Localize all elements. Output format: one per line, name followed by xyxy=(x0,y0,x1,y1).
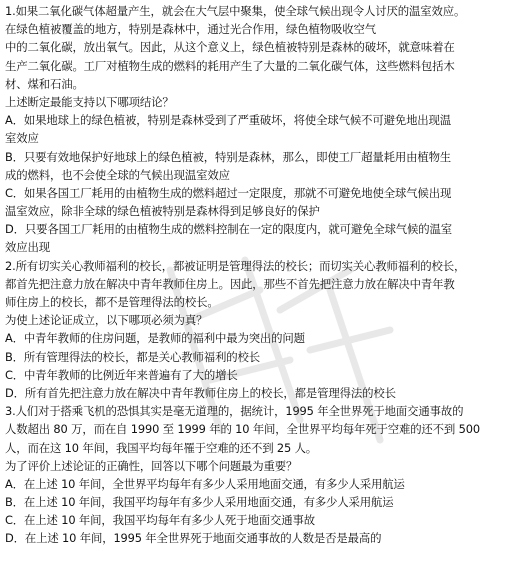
text-line: C．在上述 10 年间，我国平均每年有多少人死于地面交通事故 xyxy=(5,513,315,528)
text-line: 室效应 xyxy=(5,131,39,146)
text-line: 成的燃料，也不会使全球的气候出现温室效应 xyxy=(5,167,230,182)
text-line: A．在上述 10 年间，全世界平均每年有多少人采用地面交通，有多少人采用航运 xyxy=(5,476,405,491)
text-line: 都首先把注意力放在解决中青年教师住房上。因此，那些不首先把注意力放在解决中青年教 xyxy=(5,276,455,291)
text-line: 在绿色植被覆盖的地方，特别是森林中，通过光合作用，绿色植物吸收空气 xyxy=(5,22,376,37)
text-line: A．如果地球上的绿色植被，特别是森林受到了严重破坏，将使全球气候不可避免地出现温 xyxy=(5,113,452,128)
text-line: D．所有首先把注意力放在解决中青年教师住房上的校长，都是管理得法的校长 xyxy=(5,385,396,400)
text-line: 上述断定最能支持以下哪项结论？ xyxy=(5,94,174,109)
text-line: 中的二氧化碳，放出氧气。因此，从这个意义上，绿色植被特别是森林的破坏，就意味着在 xyxy=(5,40,455,55)
text-line: 人数超出 80 万，而在自 1990 至 1999 年的 10 年间，全世界平均每年死于空难的还不到 500 xyxy=(5,422,480,437)
text-line: 材、煤和石油。 xyxy=(5,76,84,91)
text-line: 为了评价上述论证的正确性，回答以下哪个问题最为重要？ xyxy=(5,458,298,473)
text-line: D．只要各国工厂耗用的由植物生成的燃料控制在一定的限度内，就可避免全球气候的温室 xyxy=(5,222,453,237)
text-line: A．中青年教师的住房问题，是教师的福利中最为突出的问题 xyxy=(5,331,305,346)
text-line: 人，而在这 10 年间，我国平均每年罹于空难的还不到 25 人。 xyxy=(5,440,318,455)
text-line: 生产二氧化碳。工厂对植物生成的燃料的耗用产生了大量的二氧化碳气体，这些燃料包括木 xyxy=(5,58,455,73)
text-line: 为使上述论证成立，以下哪项必须为真？ xyxy=(5,313,208,328)
text-line: C．如果各国工厂耗用的由植物生成的燃料超过一定限度，那就不可避免地使全球气候出现 xyxy=(5,185,452,200)
text-line: 1.如果二氧化碳气体超量产生，就会在大气层中聚集，使全球气候出现令人讨厌的温室效应。 xyxy=(5,4,466,18)
document-text xyxy=(5,2,513,548)
text-line: 温室效应，除非全球的绿色植被特别是森林得到足够良好的保护 xyxy=(5,204,320,219)
text-line: 2.所有切实关心教师福利的校长，都被证明是管理得法的校长；而切实关心教师福利的校长， xyxy=(5,258,466,273)
text-line: B．在上述 10 年间，我国平均每年有多少人采用地面交通，有多少人采用航运 xyxy=(5,495,394,510)
text-line: D．在上述 10 年间，1995 年全世界死于地面交通事故的人数是否是最高的 xyxy=(5,531,382,546)
text-line: C．中青年教师的比例近年来普遍有了大的增长 xyxy=(5,367,238,382)
text-line: 效应出现 xyxy=(5,240,50,255)
text-line: B．只要有效地保护好地球上的绿色植被，特别是森林，那么，即使工厂超量耗用由植物生 xyxy=(5,149,452,164)
text-line: B．所有管理得法的校长，都是关心教师福利的校长 xyxy=(5,349,260,364)
text-line: 师住房上的校长，都不是管理得法的校长。 xyxy=(5,295,219,309)
text-line: 3.人们对于搭乘飞机的恐惧其实是毫无道理的，据统计，1995 年全世界死于地面交通事故的 xyxy=(5,404,464,419)
